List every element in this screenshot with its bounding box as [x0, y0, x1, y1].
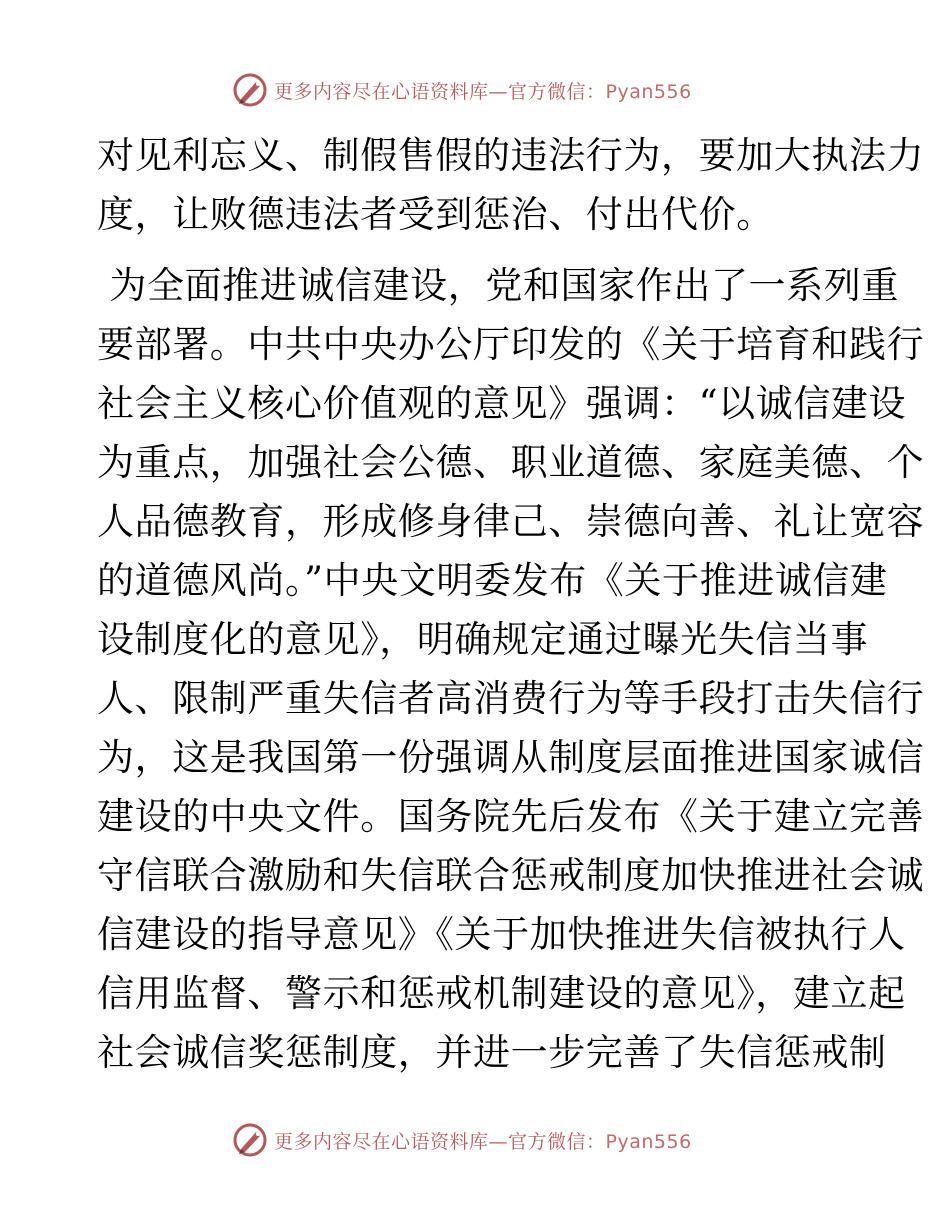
- banner-text: [274, 77, 692, 104]
- banner-dash: —: [488, 1130, 509, 1153]
- text-line: 设制度化的意见》，明确规定通过曝光失信当事: [97, 618, 869, 661]
- wechat-id: Pyan556: [605, 1130, 692, 1153]
- banner-main-text: 更多内容尽在心语资料库: [274, 80, 489, 103]
- text-line: 的道德风尚。”中央文明委发布《关于推进诚信建: [97, 559, 888, 602]
- text-line: 守信联合激励和失信联合惩戒制度加快推进社会诚: [97, 854, 925, 897]
- text-line: 信建设的指导意见》《关于加快推进失信被执行人: [97, 913, 906, 956]
- paragraph-2: [97, 256, 925, 1082]
- text-line: 社会诚信奖惩制度，并进一步完善了失信惩戒制: [97, 1031, 887, 1074]
- text-line: 度，让败德违法者受到惩治、付出代价。: [97, 193, 774, 236]
- wechat-id: Pyan556: [605, 80, 692, 103]
- text-line: 信用监督、警示和惩戒机制建设的意见》，建立起: [97, 972, 906, 1015]
- paragraph-gap: [97, 244, 857, 256]
- banner-main-text: 更多内容尽在心语资料库: [274, 1130, 489, 1153]
- text-line: 建设的中央文件。国务院先后发布《关于建立完善: [97, 795, 925, 838]
- text-line: 人品德教育，形成修身律己、崇德向善、礼让宽容: [97, 500, 925, 543]
- banner-dash: —: [488, 80, 509, 103]
- paragraph-1: [97, 126, 925, 244]
- text-line: 为全面推进诚信建设，党和国家作出了一系列重: [97, 264, 899, 307]
- header-banner: [232, 72, 692, 108]
- text-line: 对见利忘义、制假售假的违法行为，要加大执法力: [97, 134, 925, 177]
- banner-text: [274, 1127, 692, 1154]
- text-line: 要部署。中共中央办公厅印发的《关于培育和践行: [97, 323, 925, 366]
- footer-banner: [232, 1122, 692, 1158]
- text-line: 为，这是我国第一份强调从制度层面推进国家诚信: [97, 736, 925, 779]
- wechat-label: 官方微信：: [508, 1130, 606, 1153]
- wechat-label: 官方微信：: [508, 80, 606, 103]
- text-line: 为重点，加强社会公德、职业道德、家庭美德、个: [97, 441, 925, 484]
- document-body: [97, 126, 925, 1082]
- text-line: 人、限制严重失信者高消费行为等手段打击失信行: [97, 677, 925, 720]
- text-line: 社会主义核心价值观的意见》强调：“以诚信建设: [97, 382, 907, 425]
- pen-logo-icon: [232, 1122, 268, 1158]
- pen-logo-icon: [232, 72, 268, 108]
